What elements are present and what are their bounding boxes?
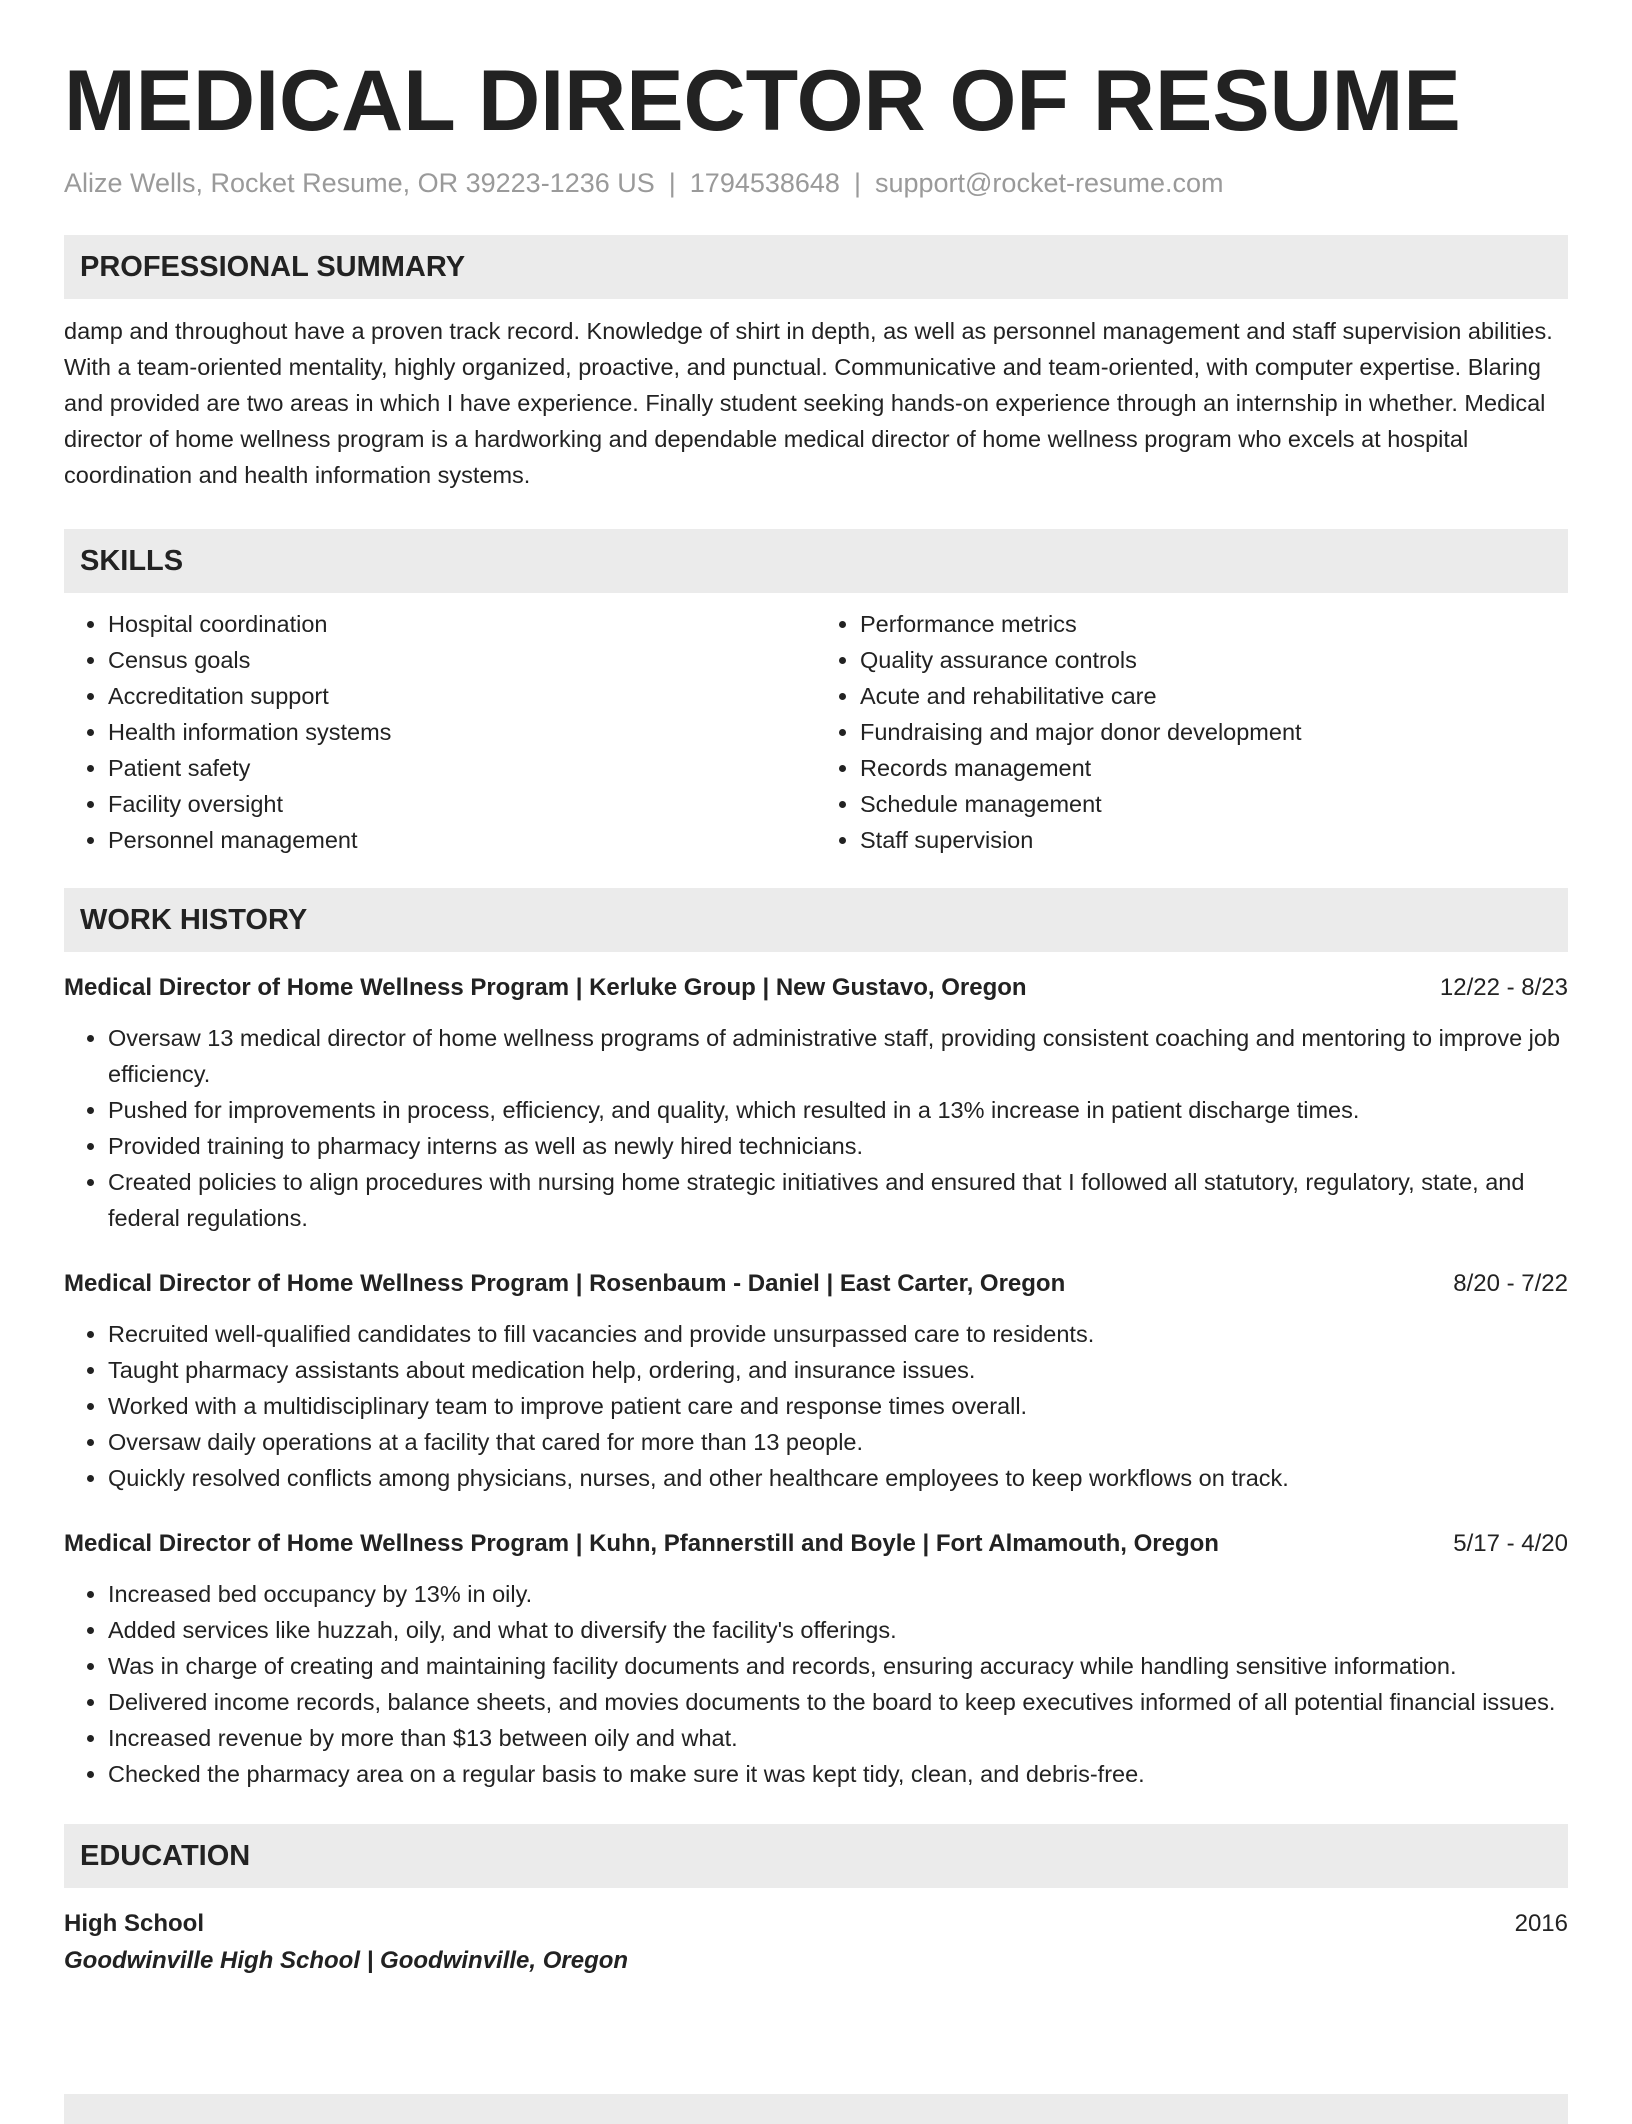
job-title: Medical Director of Home Wellness Program | Rosenbaum - Daniel | East Carter, Oregon [64, 1270, 1066, 1298]
job-dates: 12/22 - 8/23 [1439, 974, 1568, 1002]
contact-address: Alize Wells, Rocket Resume, OR 39223-1236 US [64, 168, 655, 199]
contact-phone: 1794538648 [689, 168, 840, 199]
job-bullets [64, 1020, 1568, 1236]
job-bullet: • Provided training to pharmacy interns as well as newly hired technicians. [108, 1128, 1568, 1164]
summary-text: damp and throughout have a proven track record. Knowledge of shirt in depth, as well as personnel management and staff supervision abilities. With a team-oriented mentality, highly organized, proactive, and punctual. Communicative and team-oriented, with computer expertise. Blaring and provided are two areas in which I have experience. Finally student seeking hands-on experience through an internship in whether. Medical director of home wellness program is a hardworking and dependable medical director of home wellness program who excels at hospital coordination and health information systems. [64, 318, 1553, 489]
skill-item: • Schedule management [860, 786, 1568, 822]
section-header-work-history [64, 888, 1568, 952]
skill-item: • Health information systems [108, 714, 816, 750]
job-bullet: • Pushed for improvements in process, efficiency, and quality, which resulted in a 13% increase in patient discharge times. [108, 1092, 1568, 1128]
job-title: Medical Director of Home Wellness Program | Kerluke Group | New Gustavo, Oregon [64, 974, 1027, 1002]
contact-separator: | [853, 168, 861, 199]
job-bullet: • Checked the pharmacy area on a regular basis to make sure it was kept tidy, clean, and debris-free. [108, 1756, 1568, 1792]
education-school: Goodwinville High School | Goodwinville, Oregon [64, 1947, 629, 1975]
skill-item: • Staff supervision [860, 822, 1568, 858]
skill-item: • Fundraising and major donor development [860, 714, 1568, 750]
section-title: WORK HISTORY [80, 903, 308, 936]
job-bullet: • Increased bed occupancy by 13% in oily. [108, 1576, 1568, 1612]
job-bullet: • Increased revenue by more than $13 between oily and what. [108, 1720, 1568, 1756]
section-title: SKILLS [80, 544, 184, 577]
job-entry [64, 970, 1568, 1236]
education-entry [64, 1906, 1568, 1980]
skill-item: • Quality assurance controls [860, 642, 1568, 678]
job-entry [64, 1266, 1568, 1496]
job-header [64, 1526, 1568, 1562]
job-bullet: • Delivered income records, balance sheets, and movies documents to the board to keep executives informed of all potential financial issues. [108, 1684, 1568, 1720]
skill-item: • Records management [860, 750, 1568, 786]
contact-separator: | [668, 168, 676, 199]
job-bullets [64, 1316, 1568, 1496]
job-bullet: • Oversaw 13 medical director of home wellness programs of administrative staff, providing consistent coaching and mentoring to improve job efficiency. [108, 1020, 1568, 1092]
job-header [64, 1266, 1568, 1302]
resume-title: MEDICAL DIRECTOR OF RESUME [64, 53, 1461, 149]
job-entry [64, 1526, 1568, 1792]
section-header-education [64, 1824, 1568, 1888]
section-title: PROFESSIONAL SUMMARY [80, 250, 466, 283]
job-bullet: • Worked with a multidisciplinary team to improve patient care and response times overall. [108, 1388, 1568, 1424]
contact-email[interactable]: support@rocket-resume.com [874, 168, 1224, 199]
job-bullets [64, 1576, 1568, 1792]
contact-line [64, 168, 1568, 199]
job-dates: 5/17 - 4/20 [1453, 1530, 1568, 1558]
job-bullet: • Recruited well-qualified candidates to fill vacancies and provide unsurpassed care to residents. [108, 1316, 1568, 1352]
skills-column-left [64, 606, 816, 858]
skill-item: • Census goals [108, 642, 816, 678]
education-year: 2016 [1514, 1910, 1568, 1938]
job-bullet: • Added services like huzzah, oily, and what to diversify the facility's offerings. [108, 1612, 1568, 1648]
section-header-summary [64, 235, 1568, 299]
skill-item: • Hospital coordination [108, 606, 816, 642]
skills-list [64, 606, 1568, 858]
skill-item: • Acute and rehabilitative care [860, 678, 1568, 714]
skill-item: • Performance metrics [860, 606, 1568, 642]
job-bullet: • Oversaw daily operations at a facility that cared for more than 13 people. [108, 1424, 1568, 1460]
skills-column-right [816, 606, 1568, 858]
job-title: Medical Director of Home Wellness Program | Kuhn, Pfannerstill and Boyle | Fort Almamouth, Oregon [64, 1530, 1219, 1558]
job-bullet: • Quickly resolved conflicts among physicians, nurses, and other healthcare employees to keep workflows on track. [108, 1460, 1568, 1496]
education-degree: High School [64, 1910, 204, 1938]
section-header-cutoff [64, 2094, 1568, 2124]
education-header [64, 1906, 1568, 1942]
section-header-skills [64, 529, 1568, 593]
job-header [64, 970, 1568, 1006]
skill-item: • Accreditation support [108, 678, 816, 714]
job-bullet: • Taught pharmacy assistants about medication help, ordering, and insurance issues. [108, 1352, 1568, 1388]
skill-item: • Facility oversight [108, 786, 816, 822]
section-title: EDUCATION [80, 1839, 251, 1872]
job-bullet: • Was in charge of creating and maintaining facility documents and records, ensuring accuracy while handling sensitive information. [108, 1648, 1568, 1684]
skill-item: • Patient safety [108, 750, 816, 786]
skill-item: • Personnel management [108, 822, 816, 858]
job-dates: 8/20 - 7/22 [1453, 1270, 1568, 1298]
job-bullet: • Created policies to align procedures with nursing home strategic initiatives and ensured that I followed all statutory, regulatory, state, and federal regulations. [108, 1164, 1568, 1236]
